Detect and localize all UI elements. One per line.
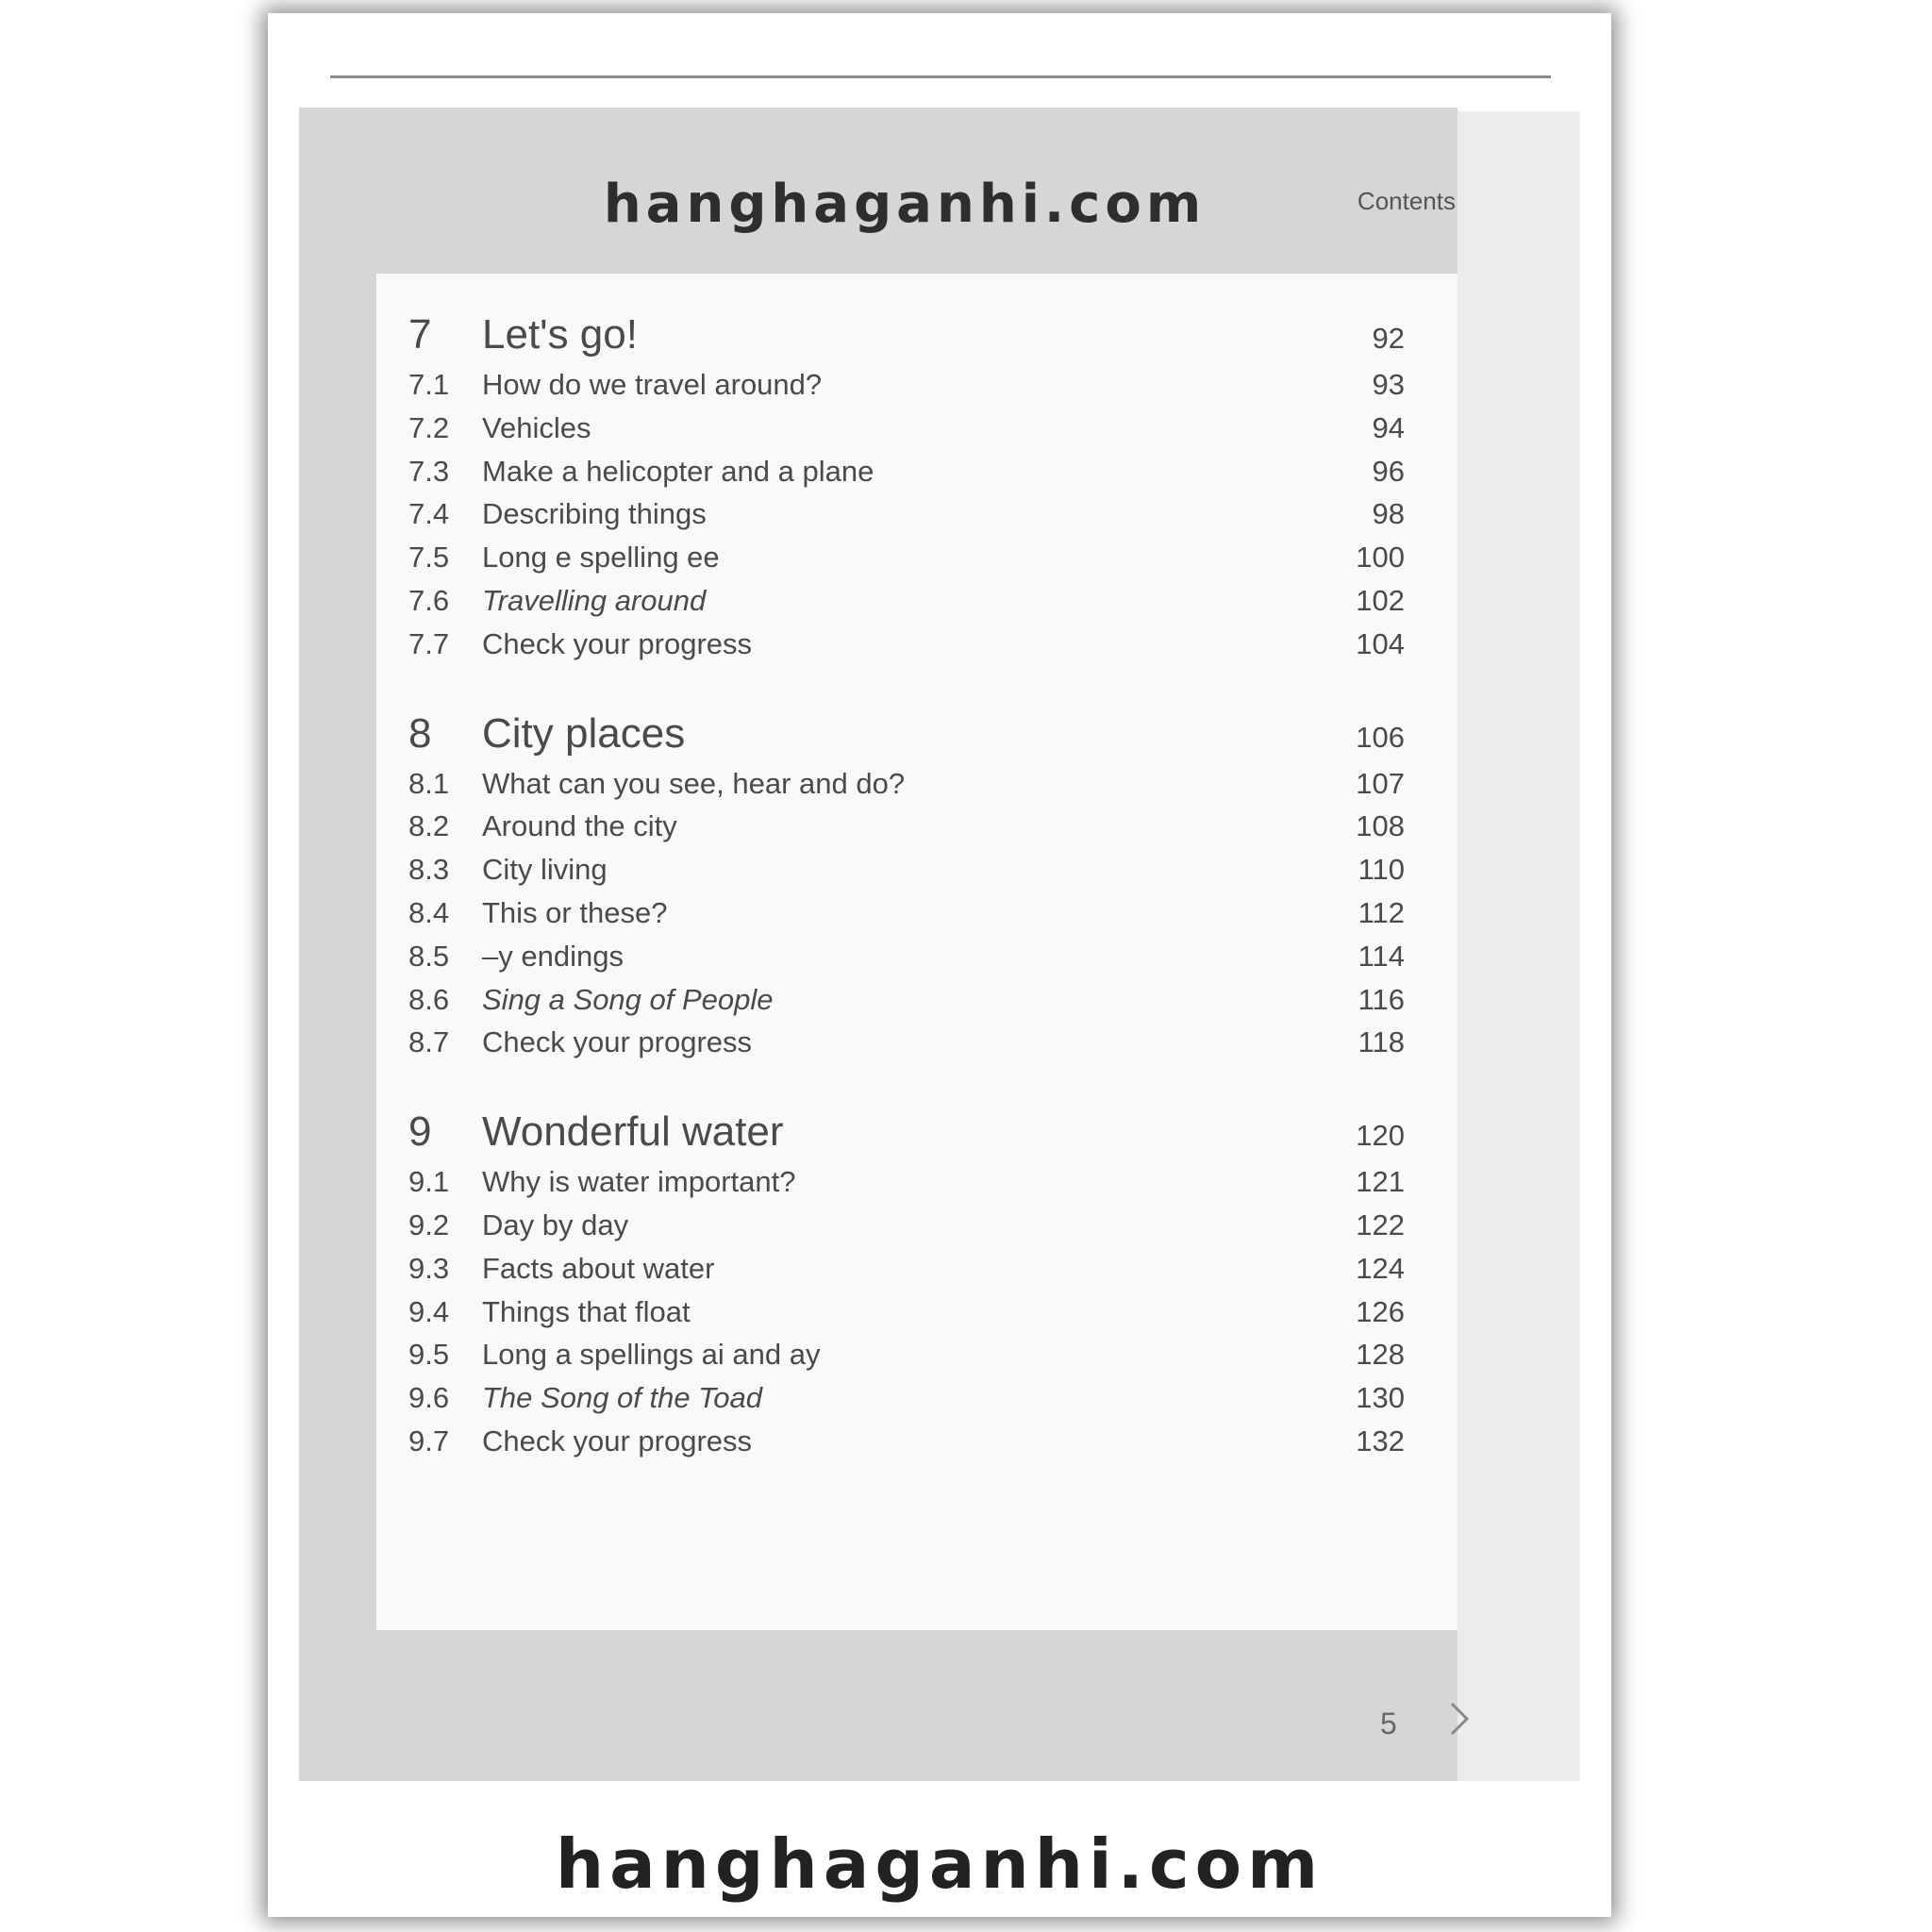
- section-number: 8.6: [408, 982, 450, 1016]
- chapter-page-number: 92: [1372, 322, 1405, 355]
- section-number: 9.1: [408, 1165, 450, 1199]
- section-title: Long a spellings ai and ay: [482, 1338, 821, 1372]
- section-number: 7.4: [408, 497, 450, 531]
- chapter-heading[interactable]: [408, 710, 1405, 765]
- chapter-7: [408, 311, 1405, 671]
- section-page-number: 116: [1357, 982, 1405, 1016]
- section-title: Vehicles: [482, 410, 591, 444]
- section-page-number: 121: [1356, 1165, 1405, 1199]
- section-title: Check your progress: [482, 626, 753, 660]
- toc-entry[interactable]: [408, 1295, 1405, 1339]
- toc-entry[interactable]: [408, 983, 1405, 1026]
- section-title: Make a helicopter and a plane: [482, 454, 874, 488]
- toc-entry[interactable]: [408, 368, 1405, 411]
- section-page-number: 130: [1356, 1381, 1405, 1415]
- section-page-number: 107: [1356, 766, 1405, 800]
- section-number: 9.7: [408, 1424, 450, 1457]
- section-page-number: 110: [1357, 853, 1405, 887]
- running-head: Contents: [1357, 187, 1456, 215]
- toc-entry[interactable]: [408, 1165, 1405, 1208]
- toc-entry[interactable]: [408, 1252, 1405, 1295]
- chevron-right-icon[interactable]: [1446, 1700, 1473, 1738]
- section-title: Check your progress: [482, 1025, 753, 1059]
- toc-entry[interactable]: [408, 1208, 1405, 1252]
- section-number: 8.4: [408, 895, 450, 929]
- toc-entry[interactable]: [408, 627, 1405, 671]
- chapter-page-number: 120: [1356, 1119, 1405, 1153]
- section-page-number: 96: [1372, 454, 1405, 488]
- section-title: Travelling around: [482, 583, 707, 617]
- section-page-number: 94: [1372, 410, 1405, 444]
- section-number: 9.4: [408, 1294, 450, 1328]
- section-title: Describing things: [482, 497, 707, 531]
- chapter-heading[interactable]: [408, 1108, 1405, 1163]
- section-title: Why is water important?: [482, 1165, 796, 1199]
- chapter-page-number: 106: [1356, 720, 1405, 754]
- section-title: Check your progress: [482, 1424, 753, 1457]
- toc-entry[interactable]: [408, 584, 1405, 627]
- toc-entry[interactable]: [408, 455, 1405, 498]
- section-number: 8.5: [408, 939, 450, 973]
- toc-entry[interactable]: [408, 809, 1405, 853]
- section-page-number: 102: [1356, 583, 1405, 617]
- section-page-number: 93: [1372, 368, 1405, 401]
- table-of-contents: [408, 311, 1405, 1507]
- section-page-number: 100: [1356, 541, 1405, 575]
- watermark-bottom: hanghaganhi.com: [555, 1824, 1324, 1904]
- chapter-heading[interactable]: [408, 311, 1405, 366]
- toc-entry[interactable]: [408, 896, 1405, 940]
- toc-entry[interactable]: [408, 940, 1405, 983]
- chapter-title: Wonderful water: [482, 1108, 784, 1156]
- section-title: –y endings: [482, 939, 624, 973]
- section-page-number: 126: [1356, 1294, 1405, 1328]
- section-number: 7.5: [408, 541, 450, 575]
- chapter-9: [408, 1108, 1405, 1468]
- section-title: How do we travel around?: [482, 368, 823, 401]
- toc-entry[interactable]: [408, 853, 1405, 896]
- section-number: 9.3: [408, 1251, 450, 1285]
- section-number: 7.1: [408, 368, 450, 401]
- section-page-number: 112: [1357, 895, 1405, 929]
- section-number: 8.1: [408, 766, 450, 800]
- toc-entry[interactable]: [408, 1381, 1405, 1424]
- chapter-number: 9: [408, 1108, 432, 1156]
- section-page-number: 132: [1356, 1424, 1405, 1457]
- toc-entry[interactable]: [408, 1338, 1405, 1381]
- section-number: 7.2: [408, 410, 450, 444]
- chapter-number: 7: [408, 311, 432, 358]
- section-page-number: 128: [1356, 1338, 1405, 1372]
- section-page-number: 118: [1357, 1025, 1405, 1059]
- toc-entry[interactable]: [408, 541, 1405, 584]
- page-sheet: [268, 13, 1611, 1917]
- page-number: 5: [1380, 1707, 1397, 1740]
- section-number: 7.7: [408, 626, 450, 660]
- section-title: Day by day: [482, 1208, 629, 1241]
- section-page-number: 98: [1372, 497, 1405, 531]
- section-page-number: 114: [1357, 939, 1405, 973]
- section-page-number: 104: [1356, 626, 1405, 660]
- chapter-title: City places: [482, 709, 686, 757]
- toc-entry[interactable]: [408, 497, 1405, 541]
- section-page-number: 124: [1356, 1251, 1405, 1285]
- section-title: The Song of the Toad: [482, 1381, 763, 1415]
- section-number: 9.5: [408, 1338, 450, 1372]
- chapter-number: 8: [408, 709, 432, 757]
- scan-edge: [1457, 111, 1580, 1781]
- section-title: Things that float: [482, 1294, 691, 1328]
- section-number: 9.2: [408, 1208, 450, 1241]
- chapter-8: [408, 710, 1405, 1070]
- section-number: 8.7: [408, 1025, 450, 1059]
- toc-entry[interactable]: [408, 1424, 1405, 1468]
- top-rule: [330, 75, 1551, 78]
- section-number: 7.3: [408, 454, 450, 488]
- toc-entry[interactable]: [408, 767, 1405, 810]
- section-title: What can you see, hear and do?: [482, 766, 906, 800]
- toc-entry[interactable]: [408, 1025, 1405, 1069]
- section-title: Facts about water: [482, 1251, 715, 1285]
- section-title: This or these?: [482, 895, 668, 929]
- section-page-number: 108: [1356, 809, 1405, 843]
- watermark-top: hanghaganhi.com: [603, 174, 1207, 235]
- toc-panel: [376, 274, 1457, 1630]
- section-number: 8.3: [408, 853, 450, 887]
- chapter-title: Let's go!: [482, 311, 638, 358]
- toc-entry[interactable]: [408, 411, 1405, 455]
- section-number: 8.2: [408, 809, 450, 843]
- section-title: Long e spelling ee: [482, 541, 720, 575]
- section-page-number: 122: [1356, 1208, 1405, 1241]
- section-title: City living: [482, 853, 608, 887]
- scanned-page: [299, 108, 1457, 1781]
- section-title: Sing a Song of People: [482, 982, 774, 1016]
- section-title: Around the city: [482, 809, 677, 843]
- section-number: 7.6: [408, 583, 450, 617]
- section-number: 9.6: [408, 1381, 450, 1415]
